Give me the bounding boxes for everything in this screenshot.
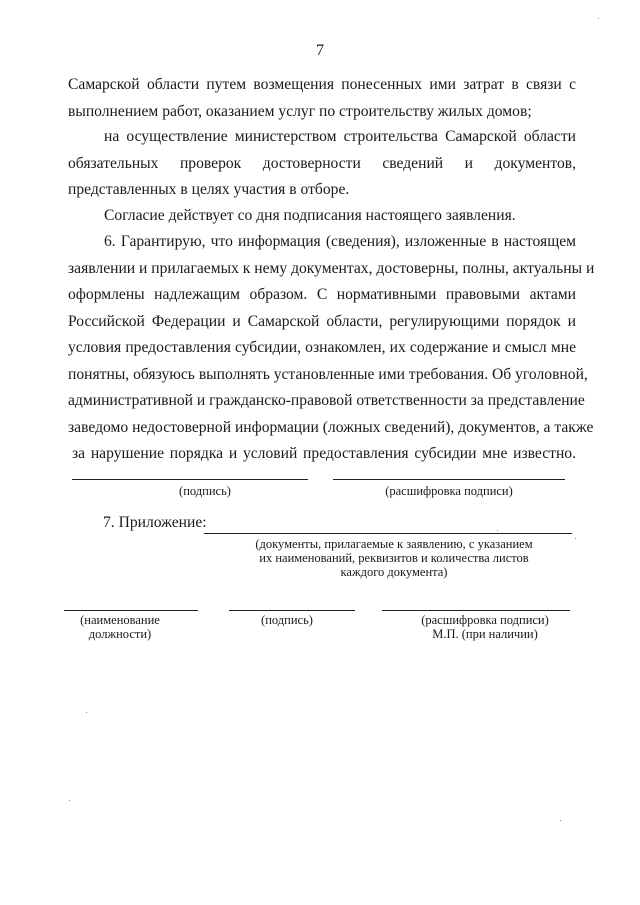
text-line: на осуществление министерством строительства Самарской области [104,128,576,145]
signature-decoding-caption: (расшифровка подписи) [385,484,513,498]
position-line [64,610,198,611]
caption-line: (документы, прилагаемые к заявлению, с указанием [255,537,533,551]
signature-decoding-line [333,479,565,480]
scan-speck [497,530,498,531]
caption-line: должности) [88,627,152,641]
scan-speck [575,538,576,539]
paragraph-consent-purpose [68,124,576,204]
caption-line: каждого документа) [340,565,448,579]
text-line: заявлении и прилагаемых к нему документах, достоверны, полны, актуальны и [68,259,595,277]
text-line: обязательных проверок достоверности сведений и документов, [68,154,576,172]
text-line: за нарушение порядка и условий предоставления субсидии мне известно. [72,445,576,462]
scan-speck [560,820,561,821]
text-line: Согласие действует со дня подписания настоящего заявления. [104,207,516,224]
text-line: представленных в целях участия в отборе. [68,181,350,198]
text-line: административной и гражданско-правовой ответственности за представление [68,392,585,409]
paragraph-continuation [68,72,576,125]
attachment-caption [238,537,550,579]
text-line: Российской Федерации и Самарской области, регулирующими порядок и [68,312,576,330]
signature-line-2 [229,610,355,611]
text-line: 6. Гарантирую, что информация (сведения), изложенные в настоящем [104,233,576,250]
caption-line: (расшифровка подписи) [421,613,549,627]
attachment-line [204,533,572,534]
paragraph-guarantee [68,229,595,468]
signature-decoding-caption-2 [400,613,570,641]
position-caption [62,613,178,641]
scan-speck [86,712,87,713]
caption-line: М.П. (при наличии) [432,627,538,641]
page-number: 7 [316,42,324,59]
text-line: понятны, обязуюсь выполнять установленные ими требования. Об уголовной, [68,365,588,383]
signature-decoding-line-2 [382,610,570,611]
text-line: выполнением работ, оказанием услуг по строительству жилых домов; [68,102,532,120]
caption-line: их наименований, реквизитов и количества листов [259,551,529,565]
attachment-label: 7. Приложение: [103,514,207,531]
scan-speck [598,18,599,19]
text-line: условия предоставления субсидии, ознакомлен, их содержание и смысл мне [68,339,576,356]
signature-line [72,479,308,480]
text-line: заведомо недостоверной информации (ложных сведений), документов, а также [68,418,594,436]
signature-caption-2: (подпись) [261,613,313,627]
scan-speck [69,800,70,801]
paragraph-consent-validity [68,203,576,230]
text-line: оформлены надлежащим образом. С нормативными правовыми актами [68,286,576,303]
signature-caption: (подпись) [179,484,231,498]
caption-line: (наименование [80,613,160,627]
text-line: Самарской области путем возмещения понесенных ими затрат в связи с [68,76,576,93]
